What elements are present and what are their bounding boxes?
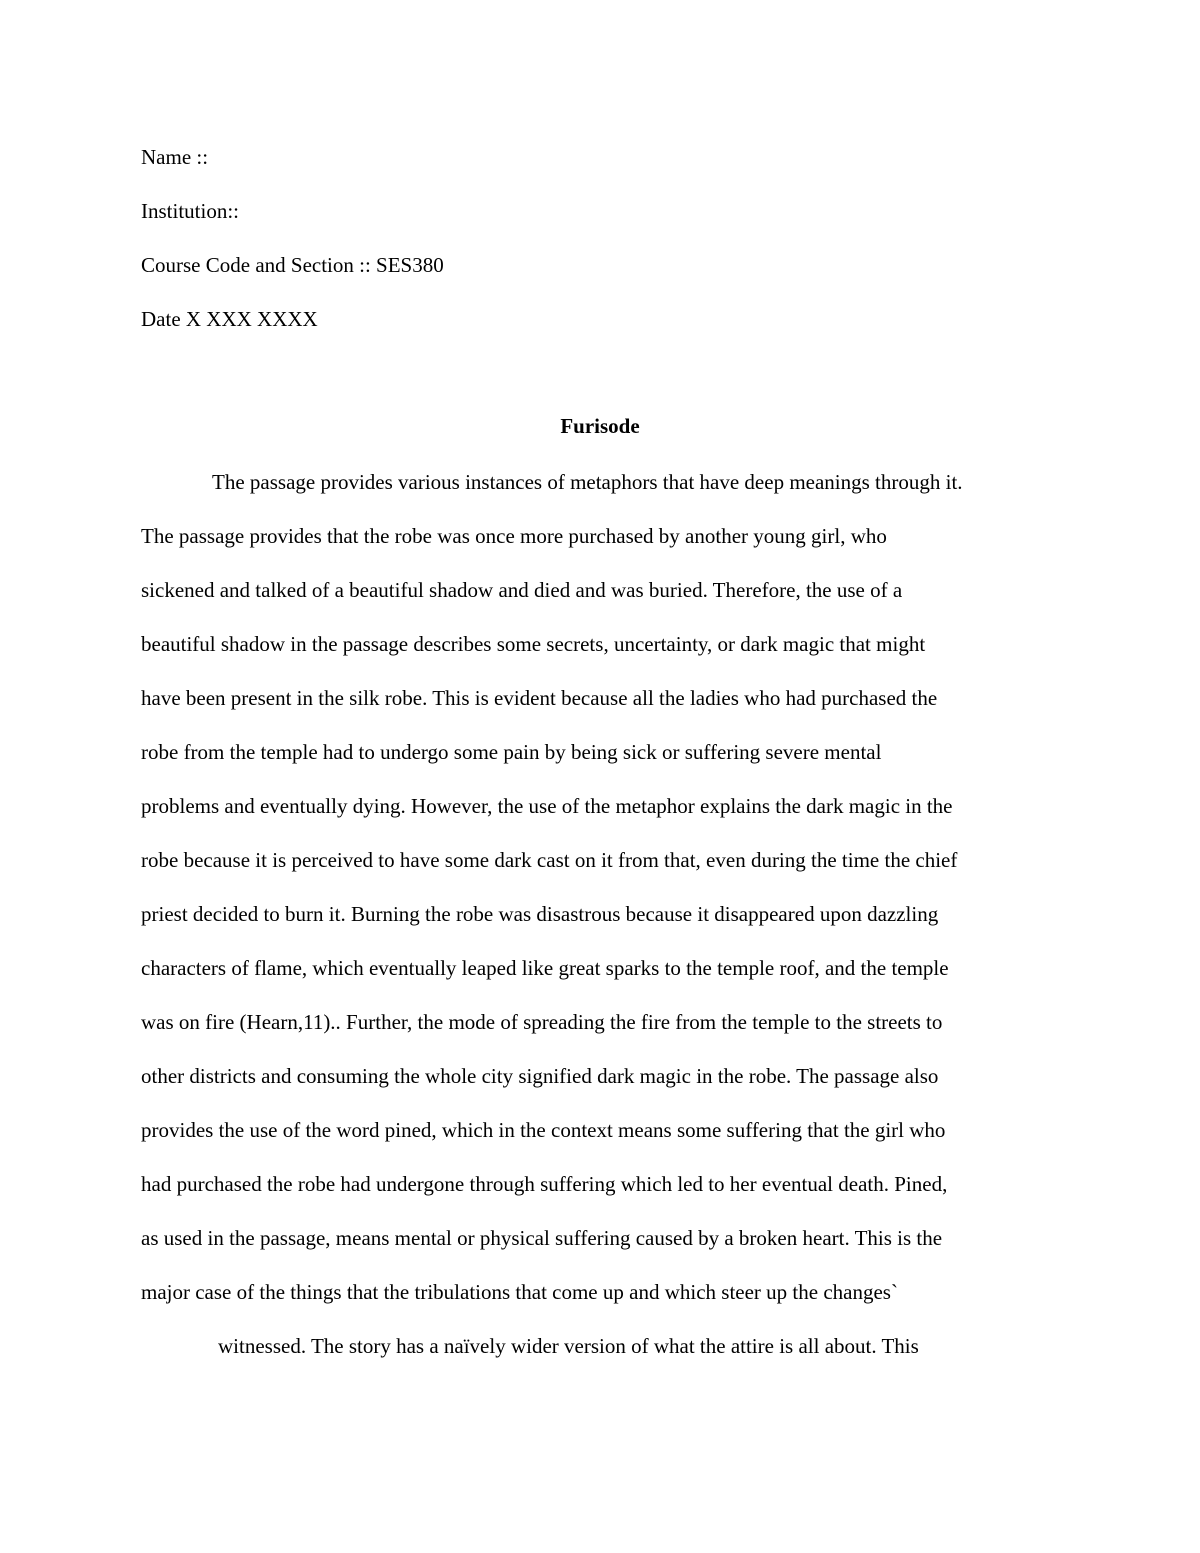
date-line: Date X XXX XXXX: [141, 307, 318, 331]
institution-line: Institution::: [141, 199, 240, 223]
paragraph-line: had purchased the robe had undergone through suffering which led to her eventual death. Pined,: [141, 1172, 948, 1196]
paragraph-line: as used in the passage, means mental or physical suffering caused by a broken heart. This is the: [141, 1226, 943, 1250]
paragraph-line: The passage provides that the robe was once more purchased by another young girl, who: [141, 524, 887, 548]
paragraph-line: have been present in the silk robe. This is evident because all the ladies who had purchased the: [141, 686, 938, 710]
paragraph-line: characters of flame, which eventually leaped like great sparks to the temple roof, and the temple: [141, 956, 949, 980]
paragraph-line: was on fire (Hearn,11).. Further, the mode of spreading the fire from the temple to the streets to: [141, 1010, 943, 1034]
paragraph-line: The passage provides various instances of metaphors that have deep meanings through it.: [212, 470, 963, 494]
paragraph-line: beautiful shadow in the passage describes some secrets, uncertainty, or dark magic that might: [141, 632, 926, 656]
paragraph-line: priest decided to burn it. Burning the robe was disastrous because it disappeared upon dazzling: [141, 902, 939, 926]
paragraph-line: witnessed. The story has a naïvely wider version of what the attire is all about. This: [218, 1334, 919, 1358]
course-line: Course Code and Section :: SES380: [141, 253, 444, 277]
paragraph-line: major case of the things that the tribulations that come up and which steer up the changes`: [141, 1280, 898, 1304]
paragraph-line: problems and eventually dying. However, the use of the metaphor explains the dark magic in the: [141, 794, 953, 818]
paragraph-line: sickened and talked of a beautiful shadow and died and was buried. Therefore, the use of a: [141, 578, 903, 602]
paragraph-line: provides the use of the word pined, which in the context means some suffering that the girl who: [141, 1118, 946, 1142]
paragraph-line: robe because it is perceived to have some dark cast on it from that, even during the time the chief: [141, 848, 958, 872]
document-title: Furisode: [560, 414, 640, 438]
paragraph-line: robe from the temple had to undergo some pain by being sick or suffering severe mental: [141, 740, 882, 764]
name-line: Name ::: [141, 145, 209, 169]
paragraph-line: other districts and consuming the whole city signified dark magic in the robe. The passage also: [141, 1064, 939, 1088]
